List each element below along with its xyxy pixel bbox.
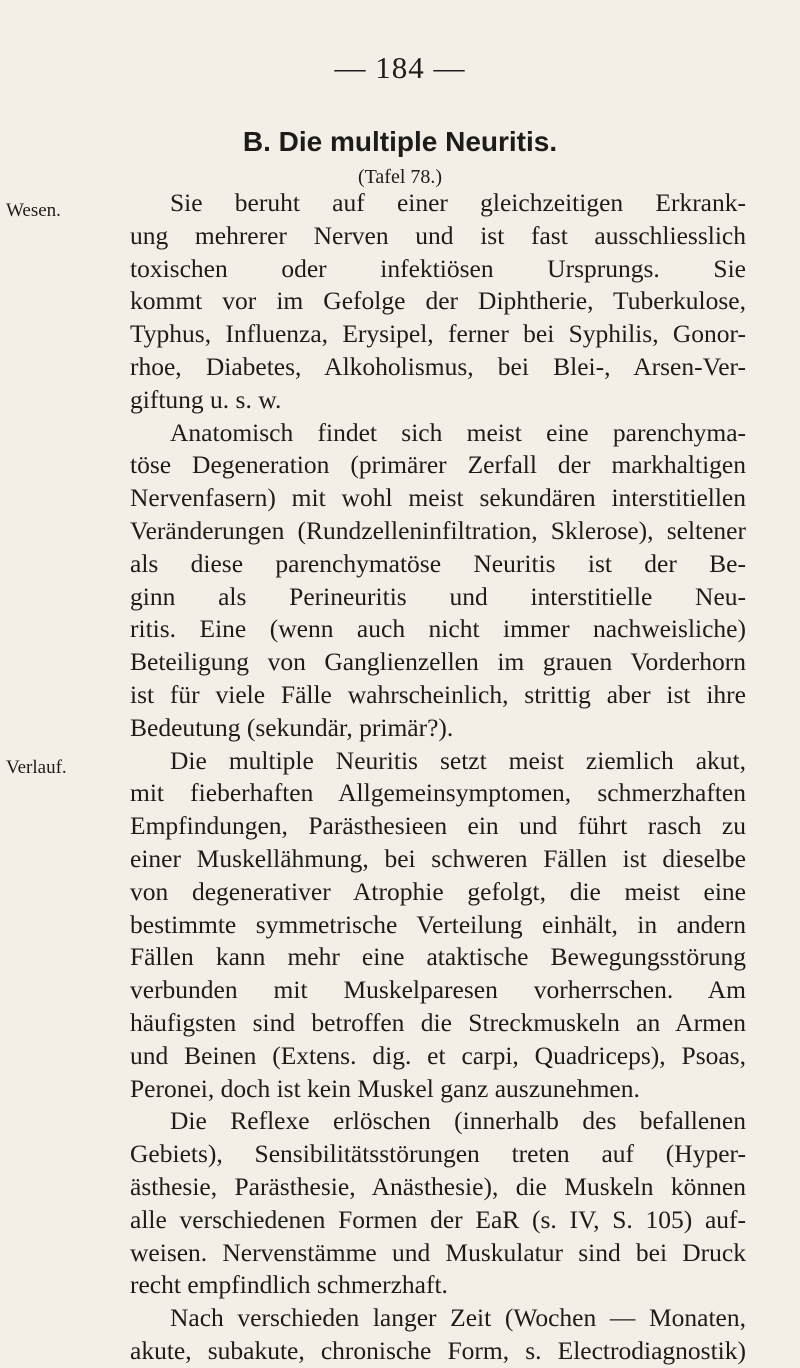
text-line: ist für viele Fälle wahrscheinlich, strittig aber ist ihre [130,679,746,709]
text-line: Fällen kann mehr eine ataktische Bewegungsstörung [130,942,746,972]
text-line: Beteiligung von Ganglienzellen im grauen Vorderhorn [130,647,746,677]
text-line: Empfindungen, Parästhesieen ein und führt rasch zu [130,811,746,841]
text-line: als diese parenchymatöse Neuritis ist der Be- [130,548,746,578]
plate-reference: (Tafel 78.) [357,166,443,188]
text-line: mit fieberhaften Allgemeinsymptomen, schmerzhaften [130,778,746,808]
text-line: Anatomisch findet sich meist eine parenchyma- [170,417,746,447]
page-number: — 184 — [334,50,466,85]
text-line: recht empfindlich schmerzhaft. [130,1270,448,1300]
text-line: Peronei, doch ist kein Muskel ganz auszunehmen. [130,1073,640,1103]
text-line: Die multiple Neuritis setzt meist ziemlich akut, [170,745,746,775]
text-line: Die Reflexe erlöschen (innerhalb des befallenen [170,1106,746,1136]
text-line: giftung u. s. w. [130,384,282,414]
text-line: Veränderungen (Rundzelleninfiltration, Sklerose), seltener [130,515,746,545]
text-line: Nervenfasern) mit wohl meist sekundären interstitiellen [130,483,746,513]
text-line: töse Degeneration (primärer Zerfall der markhaltigen [130,450,746,480]
text-line: Gebiets), Sensibilitätsstörungen treten auf (Hyper- [130,1139,746,1169]
text-line: akute, subakute, chronische Form, s. Electrodiagnostik) [130,1335,746,1365]
body-text [130,187,746,1368]
text-line: ästhesie, Parästhesie, Anästhesie), die Muskeln können [130,1171,746,1201]
text-line: ritis. Eine (wenn auch nicht immer nachweisliche) [130,614,746,644]
text-line: von degenerativer Atrophie gefolgt, die meist eine [130,876,746,906]
text-line: häufigsten sind betroffen die Streckmuskeln an Armen [130,1007,746,1037]
margin-note-wesen: Wesen. [6,200,61,221]
text-line: rhoe, Diabetes, Alkoholismus, bei Blei-, Arsen-Ver- [130,351,746,381]
text-line: ung mehrerer Nerven und ist fast ausschliesslich [130,220,746,250]
text-line: Typhus, Influenza, Erysipel, ferner bei Syphilis, Gonor- [130,319,746,349]
text-line: weisen. Nervenstämme und Muskulatur sind bei Druck [130,1237,746,1267]
text-line: verbunden mit Muskelparesen vorherrschen. Am [130,975,746,1005]
section-heading: B. Die multiple Neuritis. [242,126,558,157]
text-line: Nach verschieden langer Zeit (Wochen — Monaten, [170,1303,746,1333]
text-line: kommt vor im Gefolge der Diphtherie, Tuberkulose, [130,286,746,316]
text-line: ginn als Perineuritis und interstitielle Neu- [130,581,746,611]
text-line: und Beinen (Extens. dig. et carpi, Quadriceps), Psoas, [130,1040,746,1070]
text-line: alle verschiedenen Formen der EaR (s. IV, S. 105) auf- [130,1204,746,1234]
text-line: einer Muskellähmung, bei schweren Fällen ist dieselbe [130,843,746,873]
margin-note-verlauf: Verlauf. [6,757,67,778]
text-line: toxischen oder infektiösen Ursprungs. Sie [130,253,746,283]
text-line: bestimmte symmetrische Verteilung einhält, in andern [130,909,746,939]
text-line: Bedeutung (sekundär, primär?). [130,712,454,742]
text-line: Sie beruht auf einer gleichzeitigen Erkrank- [170,188,746,217]
